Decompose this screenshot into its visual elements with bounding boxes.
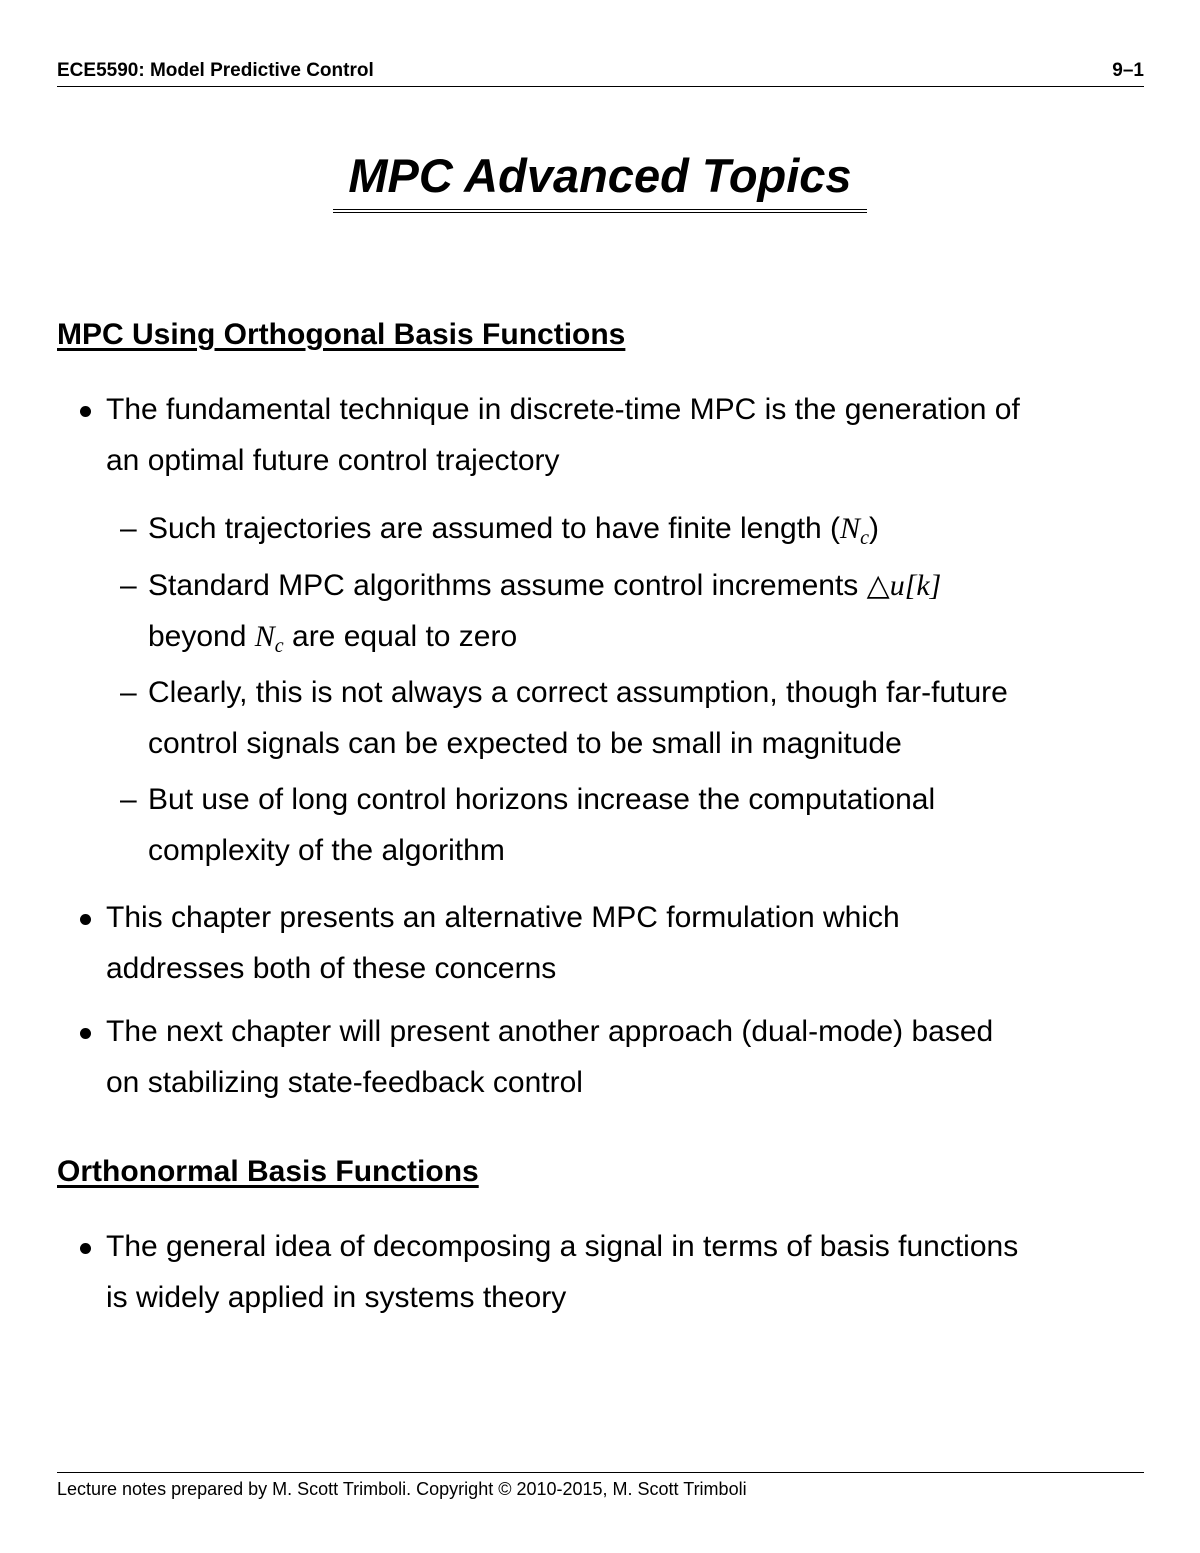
page-footer [57,1472,1144,1499]
course-title: ECE5590: Model Predictive Control [57,60,374,81]
bullet-text: This chapter presents an alternative MPC formulation which addresses both of these concerns [106,901,900,985]
section-heading-orthogonal: MPC Using Orthogonal Basis Functions [57,318,626,351]
sub-bullet-text: But use of long control horizons increase the computational complexity of the algorithm [148,783,936,867]
nc-symbol: N [254,620,275,653]
sub-bullet-text: Clearly, this is not always a correct assumption, though far-future control signals can be expected to be small in magnitude [148,676,1008,760]
dash-marker: – [120,569,137,602]
sub-bullet-text: Such trajectories are assumed to have finite length $(N_c)$ [148,512,879,549]
sub-bullet-control-increments [120,560,1160,672]
nc-subscript: c [274,635,284,657]
sub-bullet-finite-length [120,503,1160,564]
sub-bullet-text: Standard MPC algorithms assume control increments △u[k] beyond $N_c$ are equal to zero [148,569,942,657]
bullet-next-chapter [78,1006,1158,1108]
page-number: 9–1 [1112,60,1144,81]
page-header [57,58,1144,87]
dash-marker: – [120,676,137,709]
sub-bullet-long-horizons [120,774,1160,876]
delta-u-k-math: △u[k] [866,569,942,602]
sub-bullet-assumption [120,667,1160,769]
nc-symbol: N [840,512,861,545]
section-heading-orthonormal: Orthonormal Basis Functions [57,1155,479,1188]
bullet-this-chapter [78,892,1158,994]
bullet-text: The fundamental technique in discrete-time MPC is the generation of an optimal future control trajectory [106,393,1020,477]
nc-subscript: c [860,527,869,549]
dash-marker: – [120,512,137,545]
bullet-decomposing-signal [78,1221,1158,1323]
bullet-text: The general idea of decomposing a signal in terms of basis functions is widely applied in systems theory [106,1230,1019,1314]
bullet-fundamental-technique [78,384,1158,486]
title-container [0,148,1200,213]
copyright-notice: Lecture notes prepared by M. Scott Trimboli. Copyright © 2010-2015, M. Scott Trimboli [57,1479,747,1499]
page-title: MPC Advanced Topics [333,148,866,213]
bullet-text: The next chapter will present another approach (dual-mode) based on stabilizing state-feedback control [106,1015,994,1099]
dash-marker: – [120,783,137,816]
